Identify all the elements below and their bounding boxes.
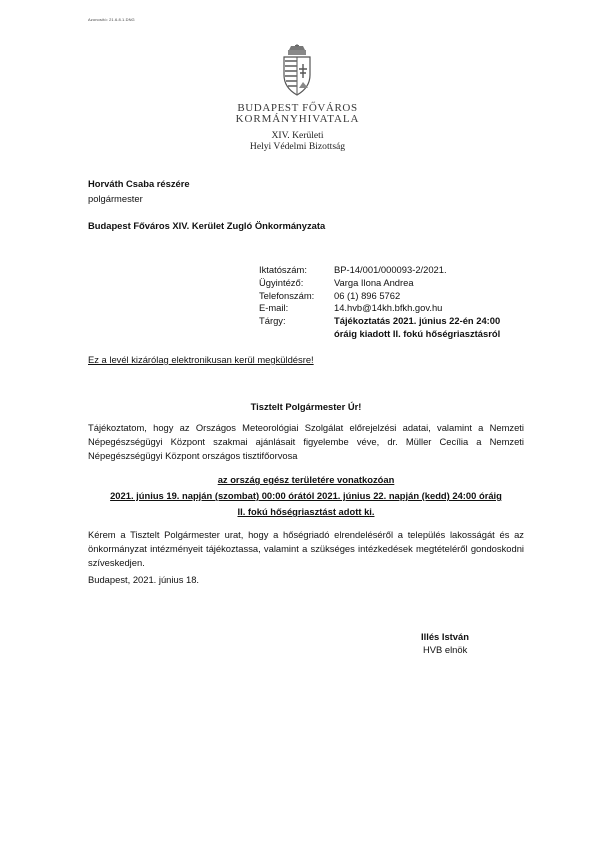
office-name-line1: BUDAPEST FŐVÁROS: [237, 102, 358, 114]
electronic-delivery-notice: Ez a levél kizárólag elektronikusan kerül megküldésre!: [88, 354, 314, 365]
unit-name-line1: XIV. Kerületi: [271, 130, 324, 141]
email-label: E-mail:: [259, 302, 289, 313]
document-reference-id: Azonosító: 21.6.8.1.DNG: [88, 17, 135, 22]
ugyintezo-label: Ügyintéző:: [259, 277, 304, 288]
ugyintezo-value: Varga Ilona Andrea: [334, 277, 414, 288]
office-name-line2: KORMÁNYHIVATALA: [235, 113, 360, 125]
alert-level-line: II. fokú hőségriasztást adott ki.: [237, 506, 375, 517]
telefon-label: Telefonszám:: [259, 290, 315, 301]
period-line: 2021. június 19. napján (szombat) 00:00 órától 2021. június 22. napján (kedd) 24:00 óráig: [110, 490, 502, 501]
iktatoszam-value: BP-14/001/000093-2/2021.: [334, 264, 447, 275]
signatory-name: Illés István: [421, 631, 469, 642]
targy-line2: óráig kiadott II. fokú hőségriasztásról: [334, 328, 501, 339]
iktatoszam-label: Iktatószám:: [259, 264, 307, 275]
signatory-title: HVB elnök: [423, 644, 468, 655]
body-paragraph-2: Kérem a Tisztelt Polgármester urat, hogy a hőségriadó elrendeléséről a település lakosságát és az önkormányzat intézményeit tájékoztassa, valamint a szükséges intézkedések megtételéről gondoskodni szíveskedjen.: [88, 529, 524, 568]
unit-name-line2: Helyi Védelmi Bizottság: [249, 141, 346, 152]
targy-line1: Tájékoztatás 2021. június 22-én 24:00: [334, 315, 501, 326]
telefon-value: 06 (1) 896 5762: [334, 290, 401, 301]
salutation: Tisztelt Polgármester Úr!: [250, 401, 362, 412]
body-paragraph-1: Tájékoztatom, hogy az Országos Meteorológiai Szolgálat előrejelzési adatai, valamint a Nemzeti Népegészségügyi Központ szakmai ajánlásait figyelembe véve, dr. Müller Cecília a Nemzeti Népegészségügyi Központ országos tisztifőorvosa: [88, 422, 524, 461]
scope-line: az ország egész területére vonatkozóan: [217, 474, 395, 485]
recipient-title: polgármester: [88, 193, 143, 204]
email-value[interactable]: 14.hvb@14kh.bfkh.gov.hu: [334, 302, 443, 313]
recipient-organization: Budapest Főváros XIV. Kerület Zugló Önkormányzata: [88, 220, 326, 231]
targy-label: Tárgy:: [259, 315, 286, 326]
place-and-date: Budapest, 2021. június 18.: [88, 574, 200, 585]
coat-of-arms-icon: [279, 44, 315, 100]
recipient-name: Horváth Csaba részére: [88, 178, 190, 189]
